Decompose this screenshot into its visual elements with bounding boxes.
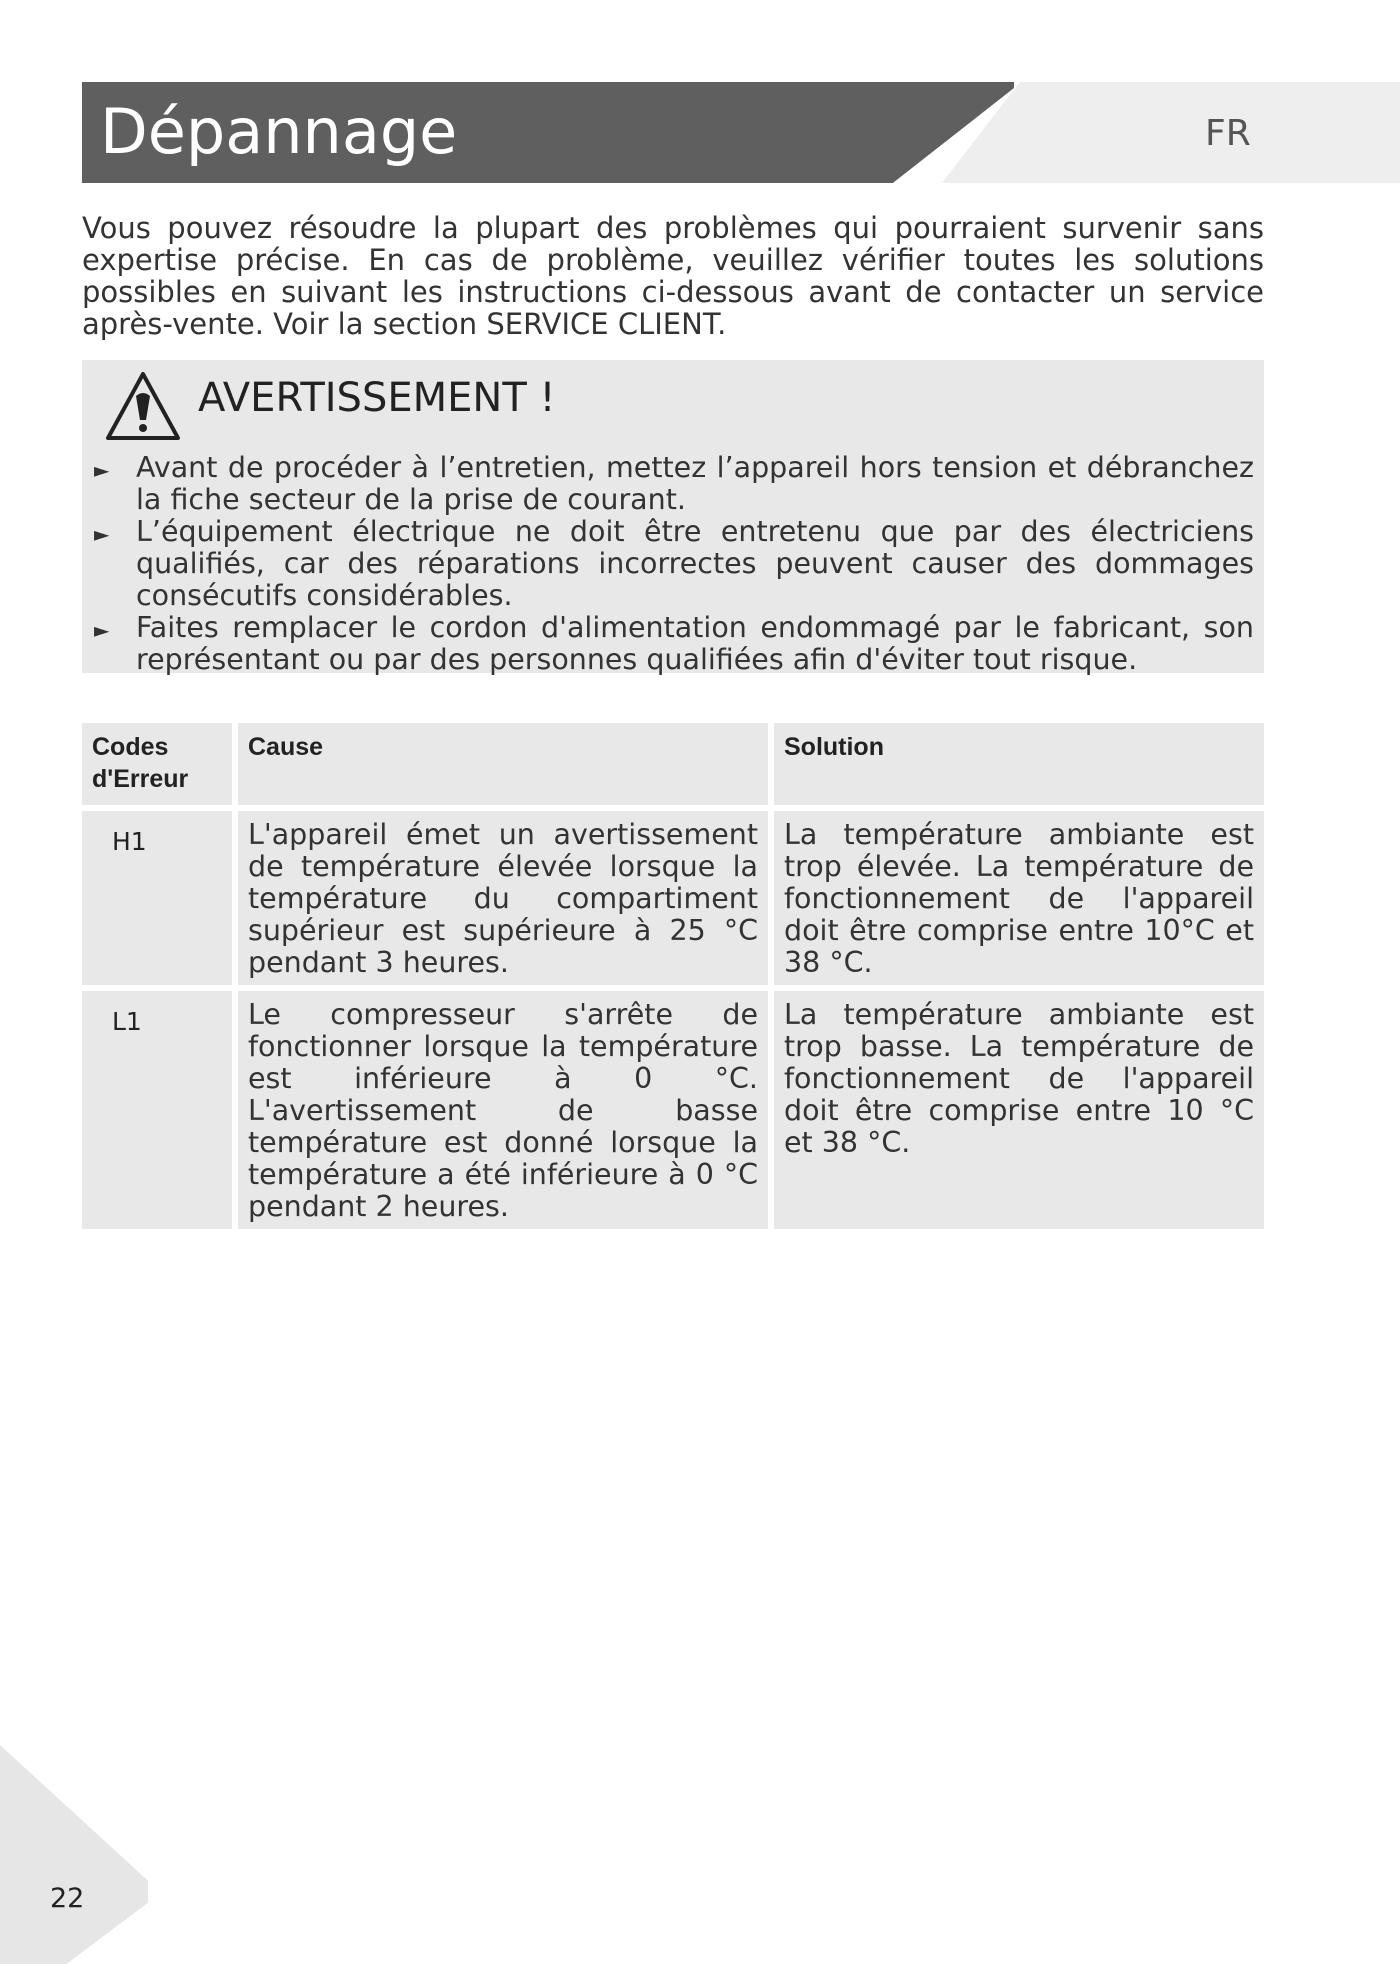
warning-triangle-icon bbox=[104, 370, 182, 442]
error-code: L1 bbox=[82, 991, 232, 1229]
bullet-arrow-icon: ► bbox=[94, 618, 110, 642]
warning-title: AVERTISSEMENT ! bbox=[198, 375, 556, 421]
solution-cell: La température ambiante est trop élevée. La température de fonctionnement de l'appareil doit être comprise entre 10°C et 38 °C. bbox=[774, 811, 1264, 985]
page-corner-decoration bbox=[0, 1745, 148, 1964]
warning-item-text: Avant de procéder à l’entretien, mettez l’appareil hors tension et débranchez la fiche secteur de la prise de courant. bbox=[136, 451, 1254, 516]
language-tab bbox=[942, 82, 1400, 183]
header-cause: Cause bbox=[238, 723, 768, 805]
error-code: H1 bbox=[82, 811, 232, 985]
page-title: Dépannage bbox=[100, 95, 458, 168]
intro-paragraph: Vous pouvez résoudre la plupart des problèmes qui pourraient survenir sans expertise précise. En cas de problème, veuillez vérifier toutes les solutions possibles en suivant les instructions ci-dessous avant de contacter un service après-vente. Voir la section SERVICE CLIENT. bbox=[82, 211, 1264, 341]
table-row bbox=[82, 811, 1264, 985]
warning-item bbox=[90, 612, 1254, 676]
cause-cell: L'appareil émet un avertissement de température élevée lorsque la température du compartiment supérieur est supérieure à 25 °C pendant 3 heures. bbox=[238, 811, 768, 985]
header-solution: Solution bbox=[774, 723, 1264, 805]
warning-item-text: Faites remplacer le cordon d'alimentation endommagé par le fabricant, son représentant ou par des personnes qualifiées afin d'éviter tout risque. bbox=[136, 611, 1254, 676]
warning-item-text: L’équipement électrique ne doit être entretenu que par des électriciens qualifiés, car des réparations incorrectes peuvent causer des dommages consécutifs considérables. bbox=[136, 515, 1254, 612]
table-header-row bbox=[82, 723, 1264, 805]
language-label: FR bbox=[1205, 113, 1251, 154]
error-codes-table bbox=[82, 717, 1264, 1235]
bullet-arrow-icon: ► bbox=[94, 458, 110, 482]
header-codes: Codes d'Erreur bbox=[82, 723, 232, 805]
cause-cell: Le compresseur s'arrête de fonctionner lorsque la température est inférieure à 0 °C. L'avertissement de basse température est donné lorsque la température a été inférieure à 0 °C pendant 2 heures. bbox=[238, 991, 768, 1229]
warning-item bbox=[90, 516, 1254, 612]
warning-list bbox=[90, 452, 1254, 676]
table-row bbox=[82, 991, 1264, 1229]
page-number: 22 bbox=[50, 1883, 85, 1914]
warning-item bbox=[90, 452, 1254, 516]
solution-cell: La température ambiante est trop basse. La température de fonctionnement de l'appareil doit être comprise entre 10 °C et 38 °C. bbox=[774, 991, 1264, 1229]
bullet-arrow-icon: ► bbox=[94, 522, 110, 546]
